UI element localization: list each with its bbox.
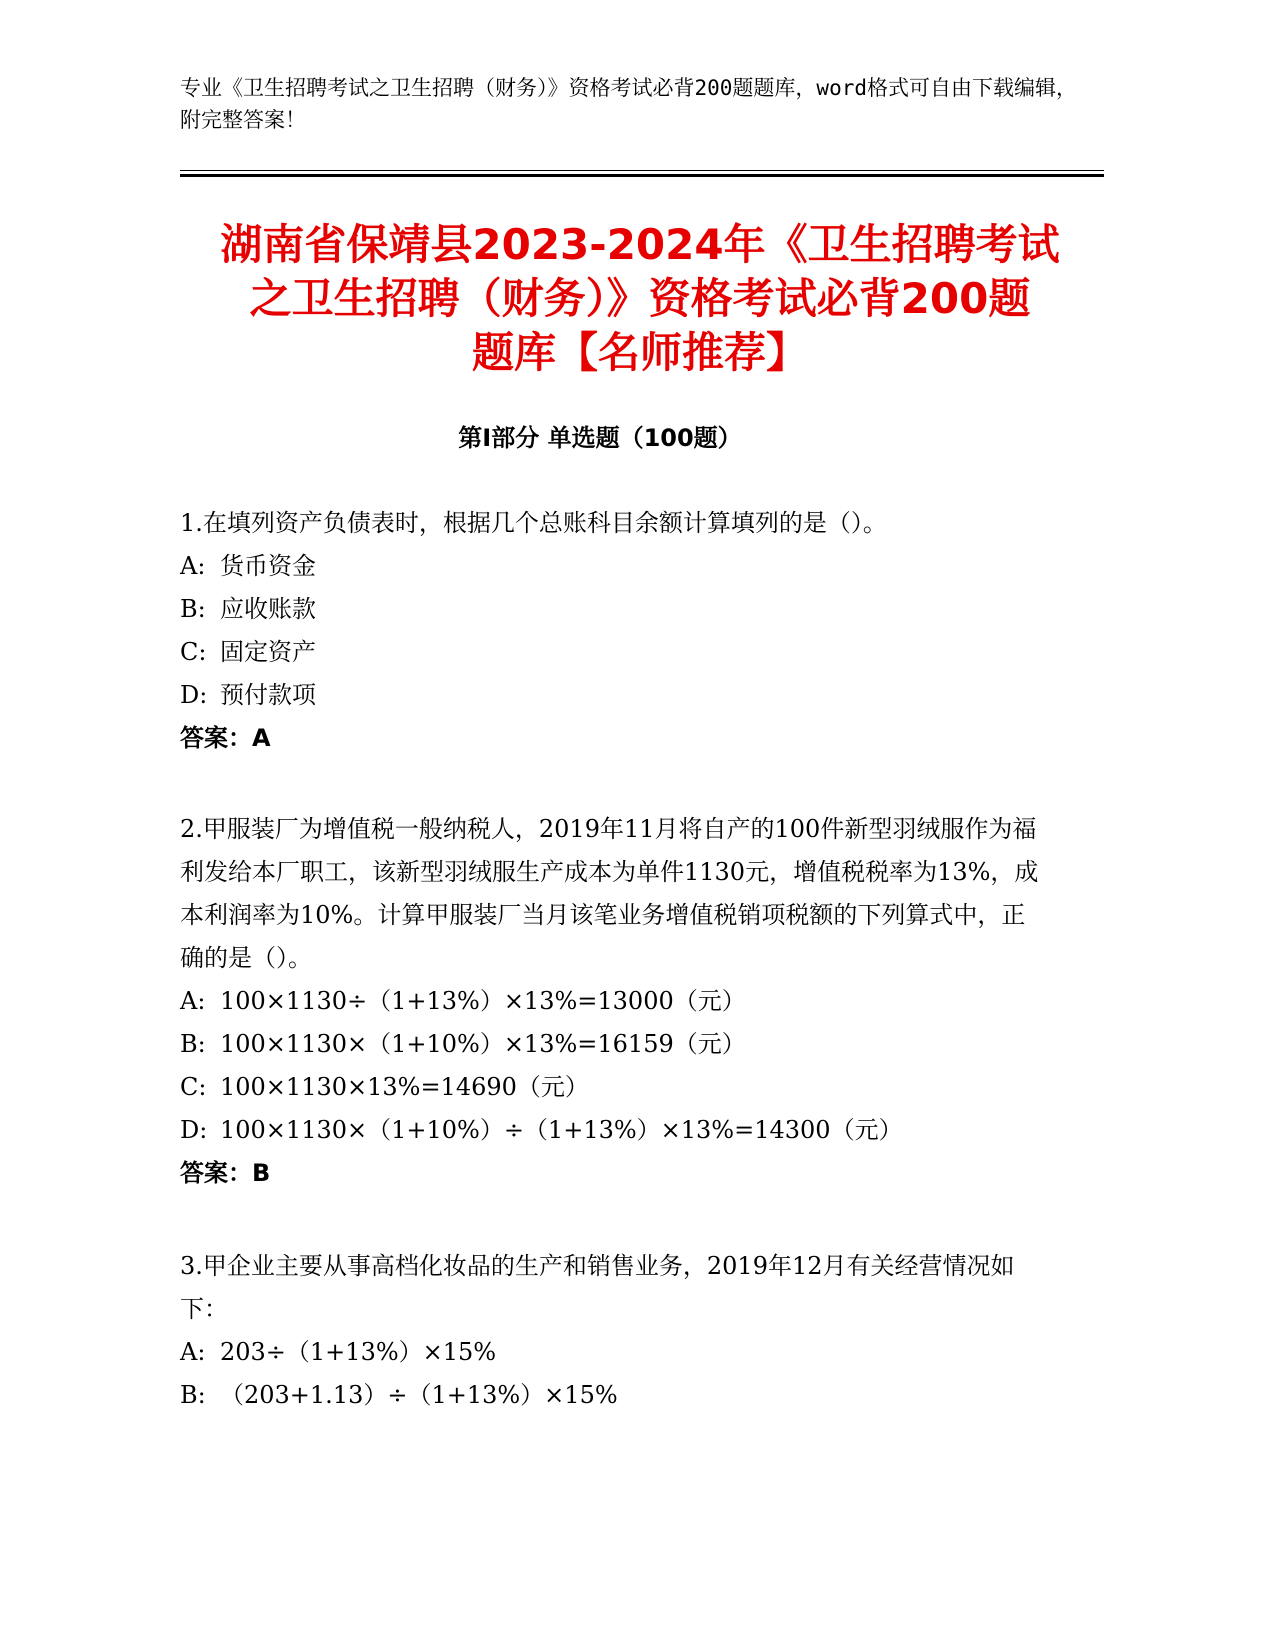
option-text: （203+1.13）÷（1+13%）×15% xyxy=(220,1381,618,1409)
option-key: A: xyxy=(180,1338,206,1366)
header-divider-thick xyxy=(180,174,1104,177)
document-title xyxy=(190,218,1090,380)
question-stem: 3.甲企业主要从事高档化妆品的生产和销售业务，2019年12月有关经营情况如下： xyxy=(180,1252,1015,1323)
option-d xyxy=(180,674,1040,717)
option-key: A: xyxy=(180,987,206,1015)
option-text: 100×1130×（1+10%）×13%=16159（元） xyxy=(220,1030,746,1058)
option-text: 货币资金 xyxy=(220,552,316,580)
option-key: C: xyxy=(180,1073,207,1101)
question-stem: 1.在填列资产负债表时，根据几个总账科目余额计算填列的是（）。 xyxy=(180,509,887,537)
option-a xyxy=(180,980,1040,1023)
option-b xyxy=(180,1374,1040,1417)
title-line-2: 之卫生招聘（财务）》资格考试必背200题 xyxy=(249,274,1031,323)
header-divider-thin xyxy=(180,170,1104,171)
question-1 xyxy=(180,502,1040,760)
option-text: 固定资产 xyxy=(220,638,316,666)
option-a xyxy=(180,545,1040,588)
option-key: B: xyxy=(180,595,206,623)
option-key: B: xyxy=(180,1030,206,1058)
question-2 xyxy=(180,808,1040,1195)
option-c xyxy=(180,1066,1040,1109)
option-key: A: xyxy=(180,552,206,580)
option-b xyxy=(180,588,1040,631)
option-text: 100×1130÷（1+13%）×13%=13000（元） xyxy=(220,987,746,1015)
question-stem: 2.甲服装厂为增值税一般纳税人，2019年11月将自产的100件新型羽绒服作为福利发给本厂职工，该新型羽绒服生产成本为单件1130元，增值税税率为13%，成本利润率为10%。计算甲服装厂当月该笔业务增值税销项税额的下列算式中，正确的是（）。 xyxy=(180,815,1039,972)
answer-line: 答案：A xyxy=(180,724,271,752)
option-a xyxy=(180,1331,1040,1374)
option-text: 预付款项 xyxy=(220,681,316,709)
title-line-3: 题库【名师推荐】 xyxy=(471,328,808,377)
title-line-1: 湖南省保靖县2023-2024年《卫生招聘考试 xyxy=(220,220,1060,269)
question-3 xyxy=(180,1245,1040,1417)
option-key: B: xyxy=(180,1381,206,1409)
option-text: 应收账款 xyxy=(220,595,316,623)
option-key: D: xyxy=(180,681,208,709)
option-key: C: xyxy=(180,638,207,666)
option-key: D: xyxy=(180,1116,208,1144)
section-heading: 第Ⅰ部分 单选题（100题） xyxy=(458,424,742,452)
option-text: 100×1130×（1+10%）÷（1+13%）×13%=14300（元） xyxy=(220,1116,903,1144)
answer-line: 答案：B xyxy=(180,1159,271,1187)
option-b xyxy=(180,1023,1040,1066)
option-c xyxy=(180,631,1040,674)
intro-text: 专业《卫生招聘考试之卫生招聘（财务）》资格考试必背200题题库，word格式可自由下载编辑，附完整答案！ xyxy=(180,76,1077,132)
option-text: 203÷（1+13%）×15% xyxy=(220,1338,497,1366)
option-text: 100×1130×13%=14690（元） xyxy=(220,1073,589,1101)
option-d xyxy=(180,1109,1040,1152)
